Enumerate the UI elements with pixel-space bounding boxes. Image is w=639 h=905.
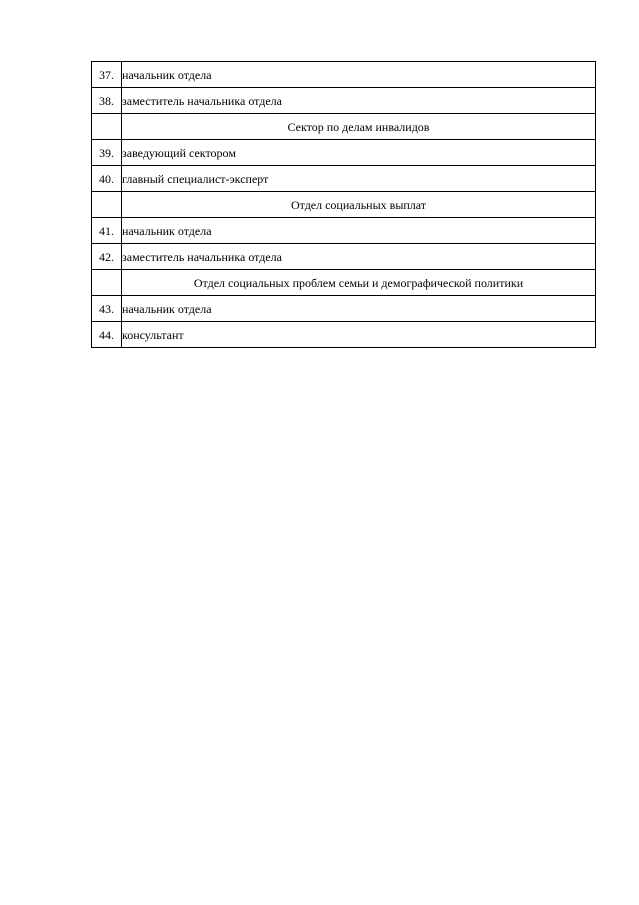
- section-heading: Отдел социальных проблем семьи и демографической политики: [122, 270, 596, 296]
- row-number: 42.: [92, 244, 122, 270]
- table-row: [92, 166, 596, 192]
- row-number: [92, 192, 122, 218]
- row-number: 43.: [92, 296, 122, 322]
- table-row: [92, 244, 596, 270]
- row-number: 38.: [92, 88, 122, 114]
- table-row: [92, 296, 596, 322]
- row-number: [92, 270, 122, 296]
- section-row: [92, 270, 596, 296]
- row-number: 44.: [92, 322, 122, 348]
- row-number: [92, 114, 122, 140]
- table-row: [92, 88, 596, 114]
- row-number: 37.: [92, 62, 122, 88]
- positions-table: [91, 61, 596, 348]
- position-title: начальник отдела: [122, 218, 596, 244]
- table-row: [92, 218, 596, 244]
- position-title: заместитель начальника отдела: [122, 244, 596, 270]
- position-title: консультант: [122, 322, 596, 348]
- position-title: заведующий сектором: [122, 140, 596, 166]
- table-row: [92, 322, 596, 348]
- row-number: 39.: [92, 140, 122, 166]
- section-row: [92, 192, 596, 218]
- position-title: заместитель начальника отдела: [122, 88, 596, 114]
- row-number: 40.: [92, 166, 122, 192]
- section-heading: Сектор по делам инвалидов: [122, 114, 596, 140]
- section-heading: Отдел социальных выплат: [122, 192, 596, 218]
- table-row: [92, 62, 596, 88]
- section-row: [92, 114, 596, 140]
- table-row: [92, 140, 596, 166]
- position-title: начальник отдела: [122, 296, 596, 322]
- row-number: 41.: [92, 218, 122, 244]
- position-title: главный специалист-эксперт: [122, 166, 596, 192]
- position-title: начальник отдела: [122, 62, 596, 88]
